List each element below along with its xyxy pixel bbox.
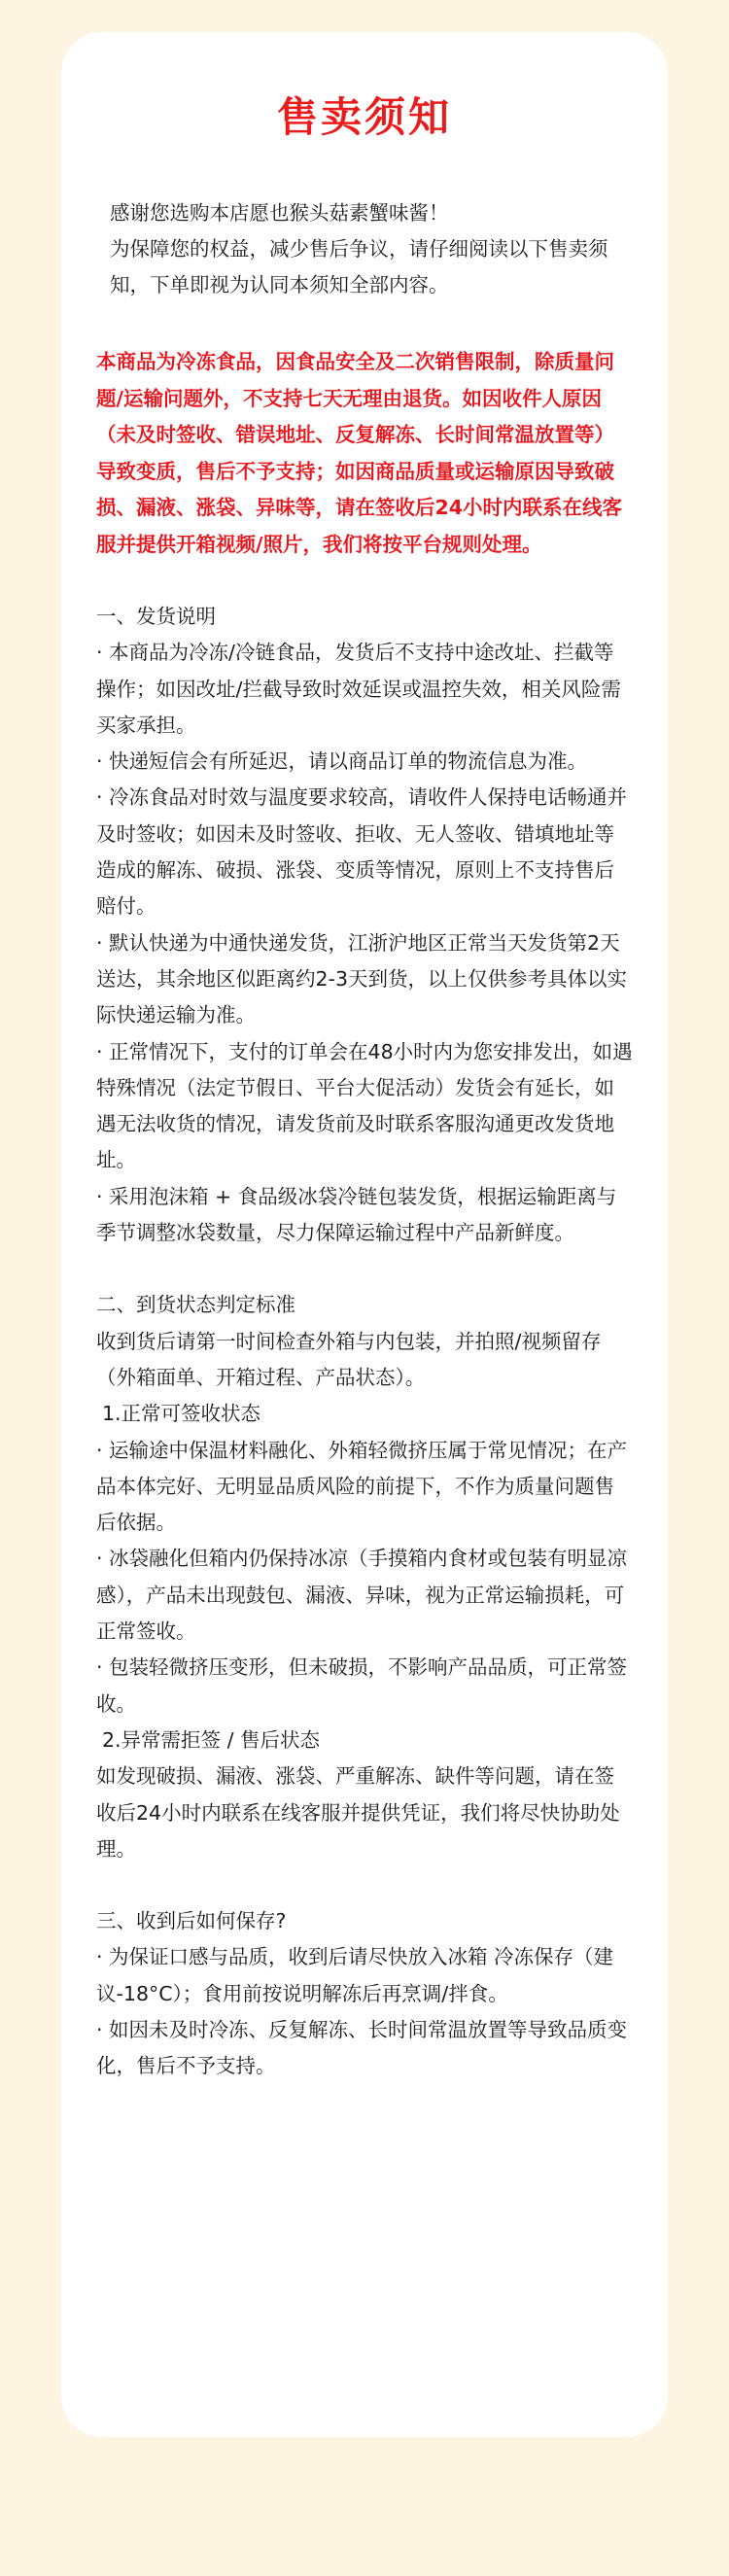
subsection-heading: 2.异常需拒签 / 售后状态 xyxy=(102,1727,320,1752)
subsection-text: 如发现破损、漏液、涨袋、严重解冻、缺件等问题，请在签收后24小时内联系在线客服并提供凭证，我们将尽快协助处理。 xyxy=(96,1764,620,1861)
list-item: · 运输途中保温材料融化、外箱轻微挤压属于常见情况；在产品本体完好、无明显品质风险的前提下，不作为质量问题售后依据。 xyxy=(96,1438,628,1535)
list-item: · 默认快递为中通快递发货，江浙沪地区正常当天发货第2天送达，其余地区似距离约2-3天到货，以上仅供参考具体以实际快递运输为准。 xyxy=(96,930,627,1027)
subsection-heading: 1.正常可签收状态 xyxy=(102,1402,261,1426)
intro-block xyxy=(96,195,633,303)
list-item: · 包装轻微挤压变形，但未破损，不影响产品品质，可正常签收。 xyxy=(96,1655,628,1716)
notice-card xyxy=(61,32,668,2437)
list-item: · 如因未及时冷冻、反复解冻、长时间常温放置等导致品质变化，售后不予支持。 xyxy=(96,2017,628,2078)
list-item: · 快递短信会有所延迟，请以商品订单的物流信息为准。 xyxy=(96,749,588,774)
intro-thanks: 感谢您选购本店愿也猴头菇素蟹味酱！ xyxy=(110,201,449,225)
section-heading: 三、收到后如何保存? xyxy=(96,1909,287,1933)
warning-block xyxy=(96,344,633,563)
page-title: 售卖须知 xyxy=(276,93,452,141)
section-arrival xyxy=(96,1287,633,1867)
list-item: · 为保证口感与品质，收到后请尽快放入冰箱 冷冻保存（建议-18°C）；食用前按说明解冻后再烹调/拌食。 xyxy=(96,1945,614,2005)
warning-text: 本商品为冷冻食品，因食品安全及二次销售限制，除质量问题/运输问题外，不支持七天无理由退货。如因收件人原因（未及时签收、错误地址、反复解冻、长时间常温放置等）导致变质，售后不予支持；如因商品质量或运输原因导致破损、漏液、涨袋、异味等，请在签收后24小时内联系在线客服并提供开箱视频/照片，我们将按平台规则处理。 xyxy=(96,350,623,556)
intro-notice: 为保障您的权益，减少售后争议，请仔细阅读以下售卖须知，下单即视为认同本须知全部内容。 xyxy=(110,237,608,296)
section-heading: 一、发货说明 xyxy=(96,605,216,628)
section-heading: 二、到货状态判定标准 xyxy=(96,1293,295,1317)
list-item: · 正常情况下，支付的订单会在48小时内为您安排发出，如遇特殊情况（法定节假日、平台大促活动）发货会有延长，如遇无法收货的情况，请发货前及时联系客服沟通更改发货地址。 xyxy=(96,1039,633,1172)
list-item: · 冰袋融化但箱内仍保持冰凉（手摸箱内食材或包装有明显凉感），产品未出现鼓包、漏液、异味，视为正常运输损耗，可正常签收。 xyxy=(96,1547,628,1644)
list-item: · 冷冻食品对时效与温度要求较高，请收件人保持电话畅通并及时签收；如因未及时签收、拒收、无人签收、错填地址等造成的解冻、破损、涨袋、变质等情况，原则上不支持售后赔付。 xyxy=(96,785,628,919)
section-storage xyxy=(96,1903,633,2084)
list-item: · 采用泡沫箱 + 食品级冰袋冷链包装发货，根据运输距离与季节调整冰袋数量，尽力保障运输过程中产品新鲜度。 xyxy=(96,1184,617,1245)
list-item: · 本商品为冷冻/冷链食品，发货后不支持中途改址、拦截等操作；如因改址/拦截导致时效延误或温控失效，相关风险需买家承担。 xyxy=(96,641,621,737)
section-lead: 收到货后请第一时间检查外箱与内包装，并拍照/视频留存（外箱面单、开箱过程、产品状态）。 xyxy=(96,1329,602,1389)
section-shipping xyxy=(96,599,633,1251)
